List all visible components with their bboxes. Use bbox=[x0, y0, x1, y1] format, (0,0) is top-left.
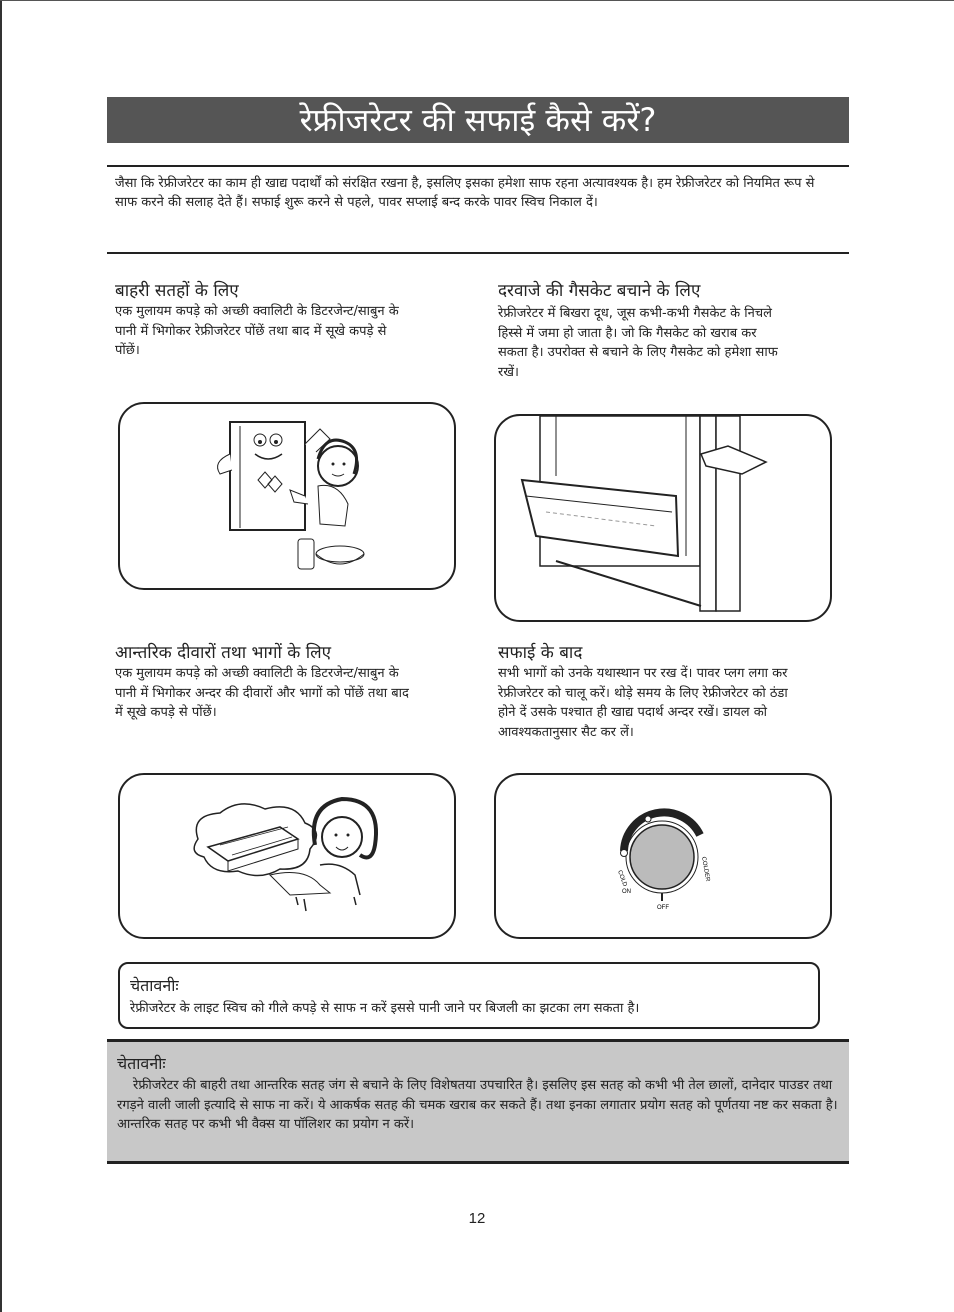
page-top-border bbox=[0, 0, 954, 1]
warning-surface-care-title: चेतावनीः bbox=[117, 1054, 166, 1073]
illustration-door-gasket bbox=[494, 414, 832, 622]
page-title: रेफ्रीजरेटर की सफाई कैसे करें? bbox=[107, 97, 849, 143]
intro-paragraph: जैसा कि रेफ्रीजरेटर का काम ही खाद्य पदार्थों को संरक्षित रखना है, इसलिए इसका हमेशा साफ रहना अत्यावश्यक है। हम रेफ्रीजरेटर को नियमित रूप से साफ करने की सलाह देते हैं। सफाई शुरू करने से पहले, पावर सप्लाई बन्द करके पावर स्विच निकाल दें। bbox=[115, 176, 815, 210]
warning-surface-care-text: रेफ्रीजरेटर की बाहरी तथा आन्तरिक सतह जंग से बचाने के लिए विशेषतया उपचारित है। इसलिए इस सतह को कभी भी तेल छालों, दानेदार पाउडर तथा रगड़ने वाली जाली इत्यादि से साफ ना करें। ये आकर्षक सतह की चमक खराब कर सकते हैं। तथा इनका लगातार प्रयोग सतह को पूर्णतया नष्ट कर सकता है। आन्तरिक सतह पर कभी भी वैक्स या पॉलिशर का प्रयोग न करें। bbox=[117, 1078, 838, 1132]
fridge-cleaning-image bbox=[120, 404, 454, 588]
section-exterior-title: बाहरी सतहों के लिए bbox=[115, 281, 239, 301]
illustration-interior-cleaning bbox=[118, 773, 456, 939]
warning-light-switch-title: चेतावनीः bbox=[130, 976, 179, 995]
section-gasket-title: दरवाजे की गैसकेट बचाने के लिए bbox=[498, 281, 701, 301]
colder-label bbox=[700, 856, 710, 882]
door-gasket-image bbox=[496, 416, 830, 620]
intro-top-rule bbox=[107, 165, 849, 167]
illustration-exterior-cleaning bbox=[118, 402, 456, 590]
section-gasket-body: रेफ्रीजरेटर में बिखरा दूध, जूस कभी-कभी गैसकेट के निचले हिस्से में जमा हो जाता है। जो कि गैसकेट को खराब कर सकता है। उपरोक्त से बचाने के लिए गैसकेट को हमेशा साफ रखें। bbox=[498, 306, 778, 380]
svg-text:COLDER: COLDER bbox=[700, 856, 711, 882]
page-left-border bbox=[0, 0, 2, 1312]
page-number: 12 bbox=[468, 1210, 486, 1227]
temperature-dial-image bbox=[496, 775, 830, 937]
dial-on-label: ON bbox=[622, 889, 631, 895]
section-after-cleaning-title: सफाई के बाद bbox=[498, 643, 583, 663]
dial-off-label: OFF bbox=[657, 905, 669, 911]
cold-label bbox=[616, 870, 628, 888]
section-interior-body: एक मुलायम कपड़े को अच्छी क्वालिटी के डिटरजेन्ट/साबुन के पानी में भिगोकर अन्दर की दीवारों और भागों को पोंछें तथा बाद में सूखे कपड़े से पोंछें। bbox=[115, 666, 409, 720]
warning-surface-care-box bbox=[107, 1039, 849, 1164]
svg-text:COLD: COLD bbox=[616, 869, 628, 888]
illustration-temperature-dial bbox=[494, 773, 832, 939]
ice-tray-washing-image bbox=[120, 775, 454, 937]
section-exterior-body: एक मुलायम कपड़े को अच्छी क्वालिटी के डिटरजेन्ट/साबुन के पानी में भिगोकर रेफ्रीजरेटर पोंछें तथा बाद में सूखे कपड़े से पोंछें। bbox=[115, 304, 399, 358]
section-interior-title: आन्तरिक दीवारों तथा भागों के लिए bbox=[115, 643, 332, 663]
intro-bottom-rule bbox=[107, 252, 849, 254]
warning-light-switch-box bbox=[118, 962, 820, 1029]
warning-light-switch-text: रेफ्रीजरेटर के लाइट स्विच को गीले कपड़े से साफ न करें इससे पानी जाने पर बिजली का झटका लग सकता है। bbox=[130, 1001, 640, 1016]
section-after-cleaning-body: सभी भागों को उनके यथास्थान पर रख दें। पावर प्लग लगा कर रेफ्रीजरेटर को चालू करें। थोड़े समय के लिए रेफ्रीजरेटर को ठंडा होने दें उसके पश्चात ही खाद्य पदार्थ अन्दर रखें। डायल को आवश्यकतानुसार सैट कर लें। bbox=[498, 666, 788, 740]
